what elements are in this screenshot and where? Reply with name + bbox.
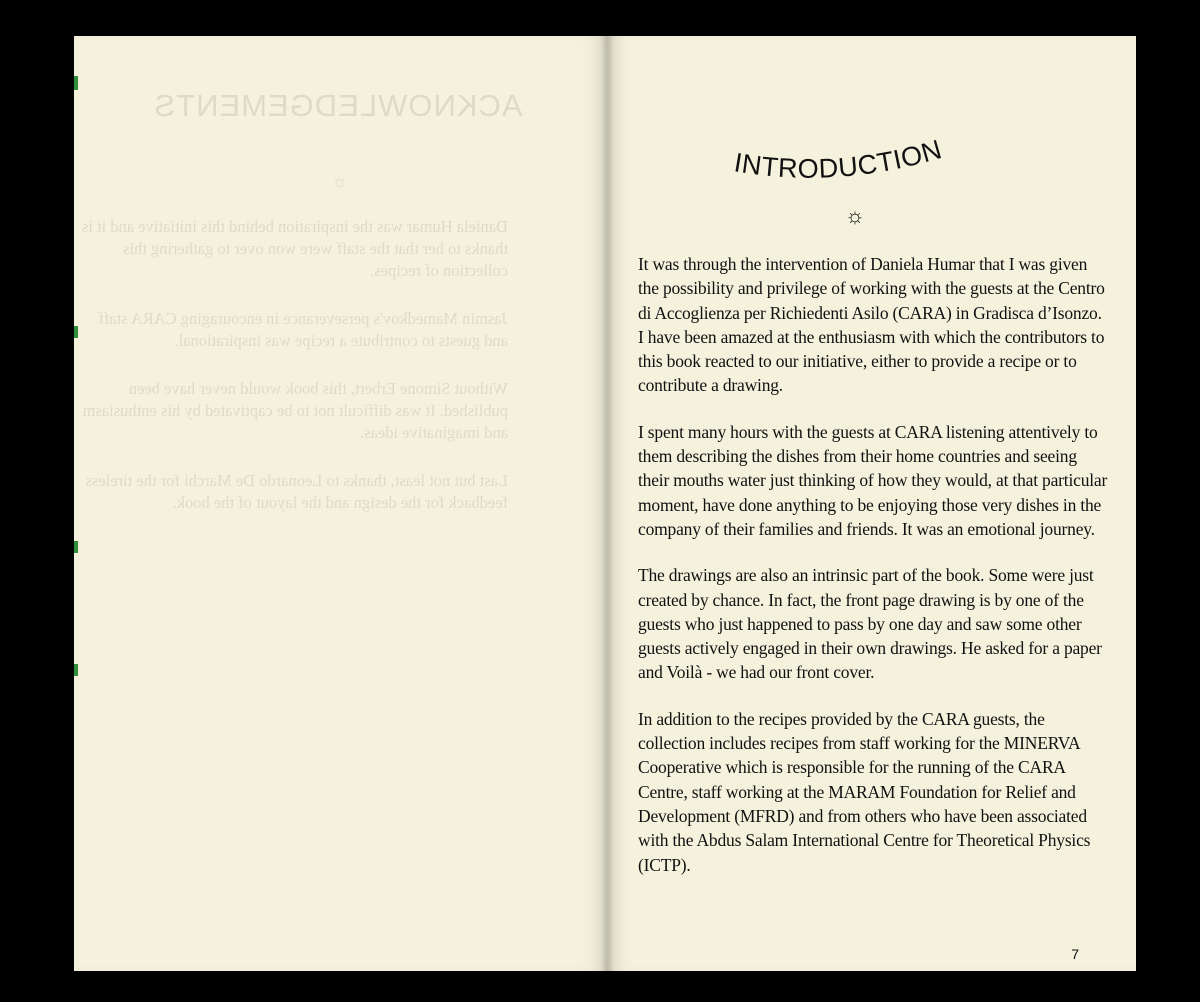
svg-text:INTRODUCTION bbox=[732, 134, 945, 184]
ghost-sun-icon: ☼ bbox=[331, 171, 348, 191]
title-arc bbox=[728, 131, 988, 191]
body-paragraph: It was through the intervention of Daniela Humar that I was given the possibility and privilege of working with the guests at the Centro di Accoglienza per Richiedenti Asilo (CARA) in Gradisca d’Isonzo. I have been amazed at the enthusiasm with which the contributors to this book reacted to our initiative, either to provide a recipe or to contribute a drawing. bbox=[638, 254, 1105, 396]
sun-icon: ☼ bbox=[844, 203, 866, 228]
right-page bbox=[608, 36, 1136, 971]
title-text: INTRODUCTION bbox=[732, 134, 946, 184]
ghost-paragraph: Last but not least, thanks to Leonardo De Marchi for the tireless feedback for the design and the layout of the book. bbox=[85, 471, 508, 512]
introduction-body bbox=[638, 252, 1108, 899]
body-paragraph: In addition to the recipes provided by the CARA guests, the collection includes recipes from staff working for the MINERVA Cooperative which is responsible for the running of the CARA Centre, staff working at the MARAM Foundation for Relief and Development (MFRD) and from others who have been associated with the Abdus Salam International Centre for Theoretical Physics (ICTP). bbox=[638, 708, 1091, 875]
bleed-through-text bbox=[74, 36, 608, 971]
body-paragraph: The drawings are also an intrinsic part of the book. Some were just created by chance. In fact, the front page drawing is by one of the guests who just happened to pass by one day and saw some other guests actively engaged in their own drawings. He asked for a paper and Voilà - we had our front cover. bbox=[638, 565, 1102, 683]
left-page bbox=[74, 36, 608, 971]
page-title bbox=[728, 131, 988, 184]
page-number: 7 bbox=[1071, 946, 1079, 962]
ghost-paragraph: Daniela Humar was the inspiration behind this initiative and it is thanks to her that the staff were won over to gathering this collection of recipes. bbox=[81, 217, 508, 280]
ghost-title: ACKNOWLEDGEMENTS bbox=[153, 88, 523, 123]
book-spine bbox=[600, 36, 614, 971]
body-paragraph: I spent many hours with the guests at CARA listening attentively to them describing the dishes from their home countries and seeing their mouths water just thinking of how they would, at that particular moment, have done anything to be enjoying those very dishes in the company of their families and friends. It was an emotional journey. bbox=[638, 421, 1108, 539]
ghost-body bbox=[78, 216, 508, 540]
ghost-paragraph: Without Simone Erbert, this book would never have been published. It was difficult not to be captivated by his enthusiasm and imaginative ideas. bbox=[82, 379, 508, 442]
ghost-paragraph: Jasmin Mamedkov's perseverance in encouraging CARA staff and guests to contribute a recipe was inspirational. bbox=[98, 309, 508, 350]
